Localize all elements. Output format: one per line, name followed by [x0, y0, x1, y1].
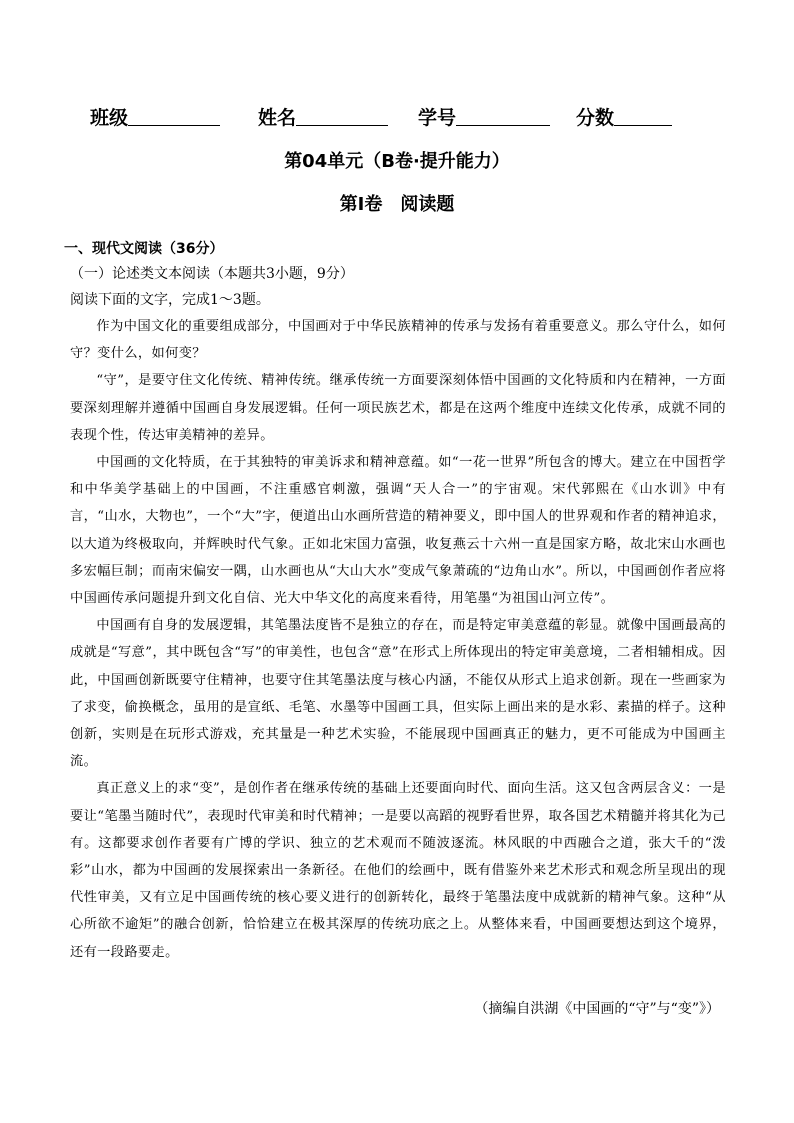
section-subheading: （一）论述类文本阅读（本题共3小题，9分）: [70, 266, 354, 282]
article-paragraph: “守”，是要守住文化传统、精神传统。继承传统一方面要深刻体悟中国画的文化特质和内在精神，一方面要深刻理解并遵循中国画自身发展逻辑。任何一项民族艺术，都是在这两个维度中连续文化传承，成就不同的表现个性，传达审美精神的差异。: [70, 373, 726, 443]
volume-title: 第Ⅰ卷 阅读题: [339, 194, 455, 215]
section-heading: 一、现代文阅读（36分）: [64, 241, 224, 257]
student-info-line: [90, 103, 710, 133]
student-id-field[interactable]: [418, 103, 550, 130]
score-label: 分数: [576, 107, 615, 129]
student-id-blank[interactable]: [456, 105, 550, 126]
article-paragraph: 中国画的文化特质，在于其独特的审美诉求和精神意蕴。如“一花一世界”所包含的博大。建立在中国哲学和中华美学基础上的中国画，不注重感官刺激，强调“天人合一”的宇宙观。宋代郭熙在《山水训》中有言，“山水，大物也”，一个“大”字，便道出山水画所营造的精神要义，即中国人的世界观和作者的精神追求，以大道为终极取向，并辉映时代气象。正如北宋国力富强，收复燕云十六州一直是国家方略，故北宋山水画也多宏幅巨制；而南宋偏安一隅，山水画也从“大山大水”变成气象萧疏的“边角山水”。所以，中国画创作者应将中国画传承问题提升到文化自信、光大中华文化的高度来看待，用笔墨“为祖国山河立传”。: [70, 455, 726, 607]
class-blank[interactable]: [128, 105, 220, 126]
reading-instruction: 阅读下面的文字，完成1～3题。: [70, 292, 270, 308]
score-field[interactable]: [576, 103, 672, 130]
name-blank[interactable]: [296, 105, 388, 126]
name-field[interactable]: [258, 103, 388, 130]
article-body: [70, 313, 726, 966]
class-field[interactable]: [90, 103, 220, 130]
score-blank[interactable]: [614, 105, 672, 126]
article-paragraph: 真正意义上的求“变”，是创作者在继承传统的基础上还要面向时代、面向生活。这又包含两层含义：一是要让“笔墨当随时代”，表现时代审美和时代精神；一是要以高蹈的视野看世界，取各国艺术精髓并将其化为己有。这都要求创作者要有广博的学识、独立的艺术观而不随波逐流。林风眠的中西融合之道，张大千的“泼彩”山水，都为中国画的发展探索出一条新径。在他们的绘画中，既有借鉴外来艺术形式和观念所呈现出的现代性审美，又有立足中国画传统的核心要义进行的创新转化，最终于笔墨法度中成就新的精神气象。这种“从心所欲不逾矩”的融合创新，恰恰建立在极其深厚的传统功底之上。从整体来看，中国画要想达到这个境界，还有一段路要走。: [70, 781, 726, 960]
student-id-label: 学号: [418, 107, 457, 129]
article-source: （摘编自洪湖《中国画的“守”与“变”》）: [474, 1001, 720, 1017]
name-label: 姓名: [258, 107, 297, 129]
unit-title: 第04单元（B卷·提升能力）: [284, 151, 510, 172]
article-paragraph: 作为中国文化的重要组成部分，中国画对于中华民族精神的传承与发扬有着重要意义。那么守什么，如何守？变什么，如何变？: [70, 319, 726, 362]
class-label: 班级: [90, 107, 129, 129]
article-paragraph: 中国画有自身的发展逻辑，其笔墨法度皆不是独立的存在，而是特定审美意蕴的彰显。就像中国画最高的成就是“写意”，其中既包含“写”的审美性，也包含“意”在形式上所体现出的特定审美意境，二者相辅相成。因此，中国画创新既要守住精神，也要守住其笔墨法度与核心内涵，不能仅从形式上追求创新。现在一些画家为了求变，偷换概念，虽用的是宣纸、毛笔、水墨等中国画工具，但实际上画出来的是水彩、素描的样子。这种创新，实则是在玩形式游戏，充其量是一种艺术实验，不能展现中国画真正的魅力，更不可能成为中国画主流。: [70, 618, 726, 770]
